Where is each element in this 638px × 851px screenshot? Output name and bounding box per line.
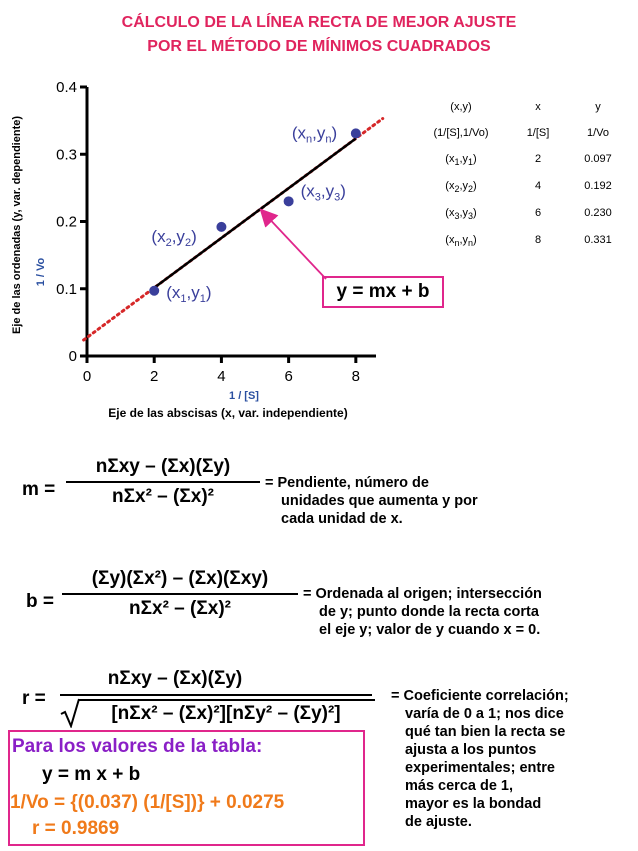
formula-m-denominator: nΣx² – (Σx)² xyxy=(112,486,214,507)
formula-r-description: = Coeficiente correlación; varía de 0 a 1; nos dice qué tan bien la recta se ajusta a los puntos experimentales; entre más cerca de 1, mayor es la bondad de ajuste. xyxy=(391,688,569,830)
table-row-label: $(x_n,y_n)$ xyxy=(445,234,477,248)
table-subheader-xy: (1/[S],1/Vo) xyxy=(433,127,489,139)
table-cell-y: 0.192 xyxy=(584,180,612,192)
table-cell-y: 0.097 xyxy=(584,153,612,165)
results-line2: 1/Vo = {(0.037) (1/[S])} + 0.0275 xyxy=(10,792,285,813)
page-title-line2: POR EL MÉTODO DE MÍNIMOS CUADRADOS xyxy=(147,38,491,55)
results-box xyxy=(8,730,365,846)
point-label: $(x_2,y_2)$ xyxy=(151,226,197,249)
table-cell-y: 0.331 xyxy=(584,234,612,246)
square-root-icon xyxy=(60,698,80,728)
y-tick-label: 0.3 xyxy=(56,146,77,164)
table-subheader-y: 1/Vo xyxy=(586,127,610,139)
formula-m-fraction-bar xyxy=(66,481,260,483)
table-row-label: $(x_3,y_3)$ xyxy=(445,207,477,221)
formula-b-fraction-bar xyxy=(62,593,298,595)
x-tick-label: 4 xyxy=(217,368,226,385)
results-heading: Para los valores de la tabla: xyxy=(12,736,263,757)
formula-b-lhs: b = xyxy=(26,591,54,612)
formula-m-lhs: m = xyxy=(22,479,56,500)
y-tick-label: 0.2 xyxy=(56,213,77,231)
y-axis-label: 1 / Vo xyxy=(35,257,47,287)
formula-m-description: = Pendiente, número de unidades que aumenta y por cada unidad de x. xyxy=(265,475,478,527)
x-tick-label: 8 xyxy=(351,368,361,385)
y-tick-label: 0.4 xyxy=(56,79,77,96)
point-label: $(x_1,y_1)$ xyxy=(166,282,212,305)
formula-m-numerator: nΣxy – (Σx)(Σy) xyxy=(95,456,231,477)
x-tick-label: 6 xyxy=(284,368,293,385)
data-table xyxy=(418,92,633,262)
y-tick-label: 0.1 xyxy=(56,280,77,298)
point-label: $(x_n,y_n)$ xyxy=(291,123,338,146)
table-cell-x: 8 xyxy=(534,234,542,246)
data-point xyxy=(149,286,159,296)
table-header-y: y xyxy=(595,101,601,113)
formula-b-description: = Ordenada al origen; intersección de y; punto donde la recta corta el eje y; valor de y cuando x = 0. xyxy=(303,586,542,638)
x-axis-label: 1 / [S] xyxy=(229,390,259,402)
y-axis-outer-label: Eje de las ordenadas (y, var. dependiente) xyxy=(11,115,23,335)
formula-b-numerator: (Σy)(Σx²) – (Σx)(Σxy) xyxy=(91,568,269,589)
y-tick-label: 0 xyxy=(68,348,77,365)
formula-r-numerator: nΣxy – (Σx)(Σy) xyxy=(107,668,243,689)
square-root-bar xyxy=(79,699,375,701)
formula-r-fraction-bar xyxy=(60,694,372,696)
formula-r-lhs: r = xyxy=(22,688,46,709)
fit-line xyxy=(154,138,356,287)
table-header-x: x xyxy=(535,101,541,113)
page-title-line1: CÁLCULO DE LA LÍNEA RECTA DE MEJOR AJUSTE xyxy=(121,14,517,31)
table-cell-y: 0.230 xyxy=(584,207,612,219)
data-point xyxy=(216,222,226,232)
pointer-arrow xyxy=(262,211,326,279)
point-label: $(x_3,y_3)$ xyxy=(300,181,346,204)
results-line1: y = m x + b xyxy=(42,764,141,785)
table-cell-x: 2 xyxy=(534,153,542,165)
equation-box: y = mx + b xyxy=(322,276,444,308)
formula-r-denominator: [nΣx² – (Σx)²][nΣy² – (Σy)²] xyxy=(111,703,341,724)
table-cell-x: 4 xyxy=(534,180,542,192)
results-line3: r = 0.9869 xyxy=(32,818,120,839)
x-tick-label: 0 xyxy=(82,368,92,385)
table-cell-x: 6 xyxy=(534,207,542,219)
data-point xyxy=(284,196,294,206)
x-tick-label: 2 xyxy=(150,368,159,385)
table-row-label: $(x_1,y_1)$ xyxy=(445,153,477,167)
table-header-xy: (x,y) xyxy=(450,101,472,113)
data-point xyxy=(351,128,361,138)
x-axis-outer-label: Eje de las abscisas (x, var. independiente) xyxy=(108,406,348,420)
table-subheader-x: 1/[S] xyxy=(526,127,550,139)
formula-b-denominator: nΣx² – (Σx)² xyxy=(129,598,231,619)
table-row-label: $(x_2,y_2)$ xyxy=(445,180,477,194)
